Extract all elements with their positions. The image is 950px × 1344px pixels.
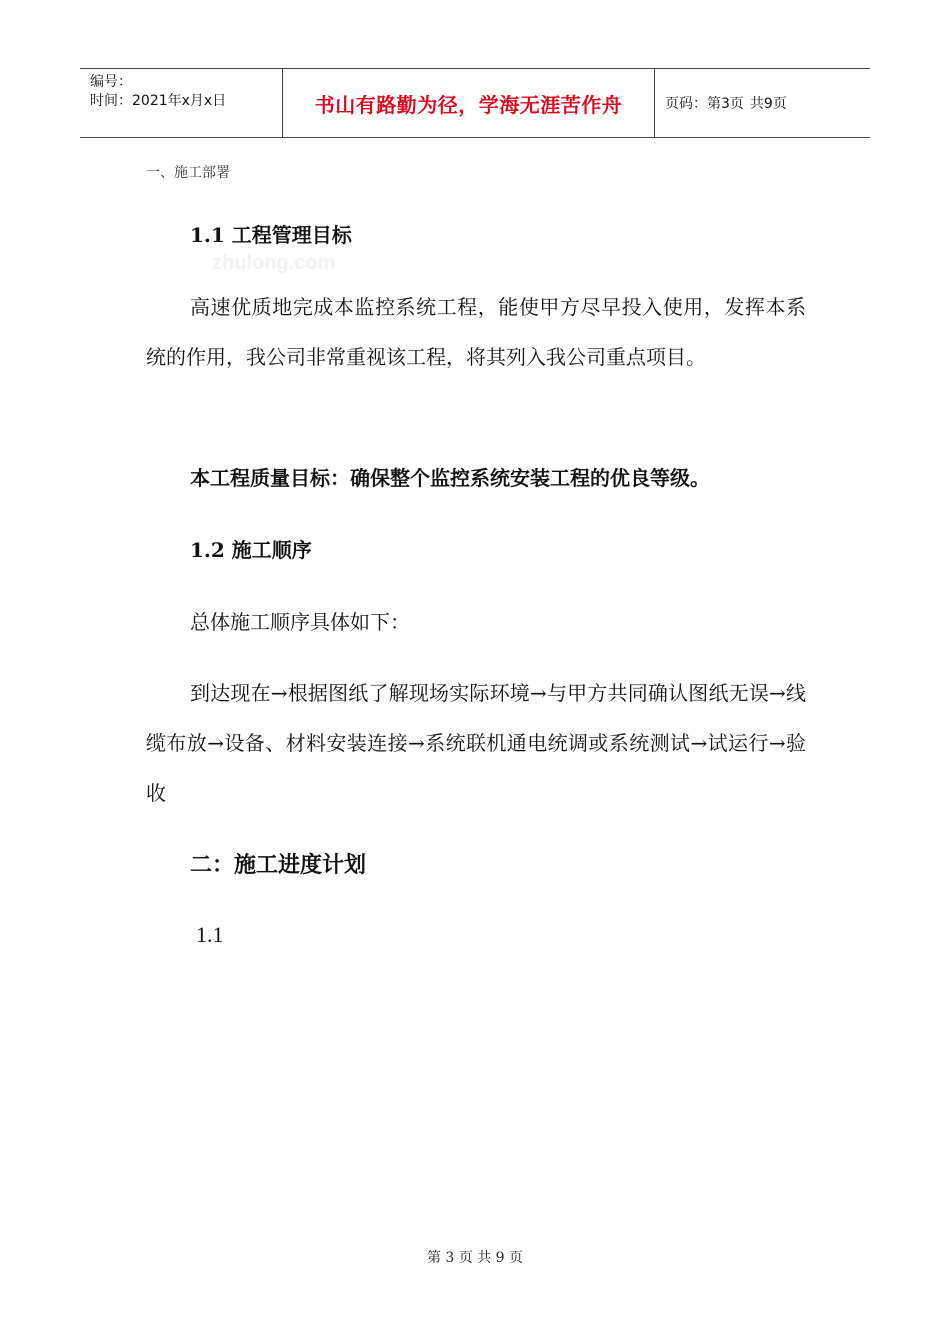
time-label: 时间：2021年x月x日: [90, 93, 227, 109]
sub1-title: 1.1 工程管理目标: [190, 223, 352, 247]
section1-title: 一、施工部署: [146, 165, 230, 181]
watermark-text: zhulong.com: [212, 252, 336, 274]
number-label: 编号：: [90, 74, 132, 90]
quality-goal: 本工程质量目标：确保整个监控系统安装工程的优良等级。: [190, 466, 710, 490]
section2-sub: 1.1: [196, 922, 224, 947]
page-footer: 第 3 页 共 9 页: [426, 1250, 524, 1266]
section2-title: 二：施工进度计划: [190, 853, 367, 878]
page-label: 页码：第3页: [665, 96, 744, 112]
sub2-title: 1.2 施工顺序: [190, 538, 312, 562]
total-label: 共9页: [749, 96, 787, 112]
header-page-cell: [655, 69, 870, 137]
header-info-cell: [80, 69, 282, 137]
sub2-intro: 总体施工顺序具体如下：: [190, 610, 410, 634]
header-motto: 书山有路勤为径，学海无涯苦作舟: [282, 69, 655, 137]
page-header: [80, 68, 870, 138]
sub2-paragraph: 到达现在→根据图纸了解现场实际环境→与甲方共同确认图纸无误→线缆布放→设备、材料安装连接→系统联机通电统调或系统测试→试运行→验收: [146, 681, 806, 805]
sub1-paragraph: 高速优质地完成本监控系统工程，能使甲方尽早投入使用，发挥本系统的作用，我公司非常重视该工程，将其列入我公司重点项目。: [146, 295, 806, 369]
